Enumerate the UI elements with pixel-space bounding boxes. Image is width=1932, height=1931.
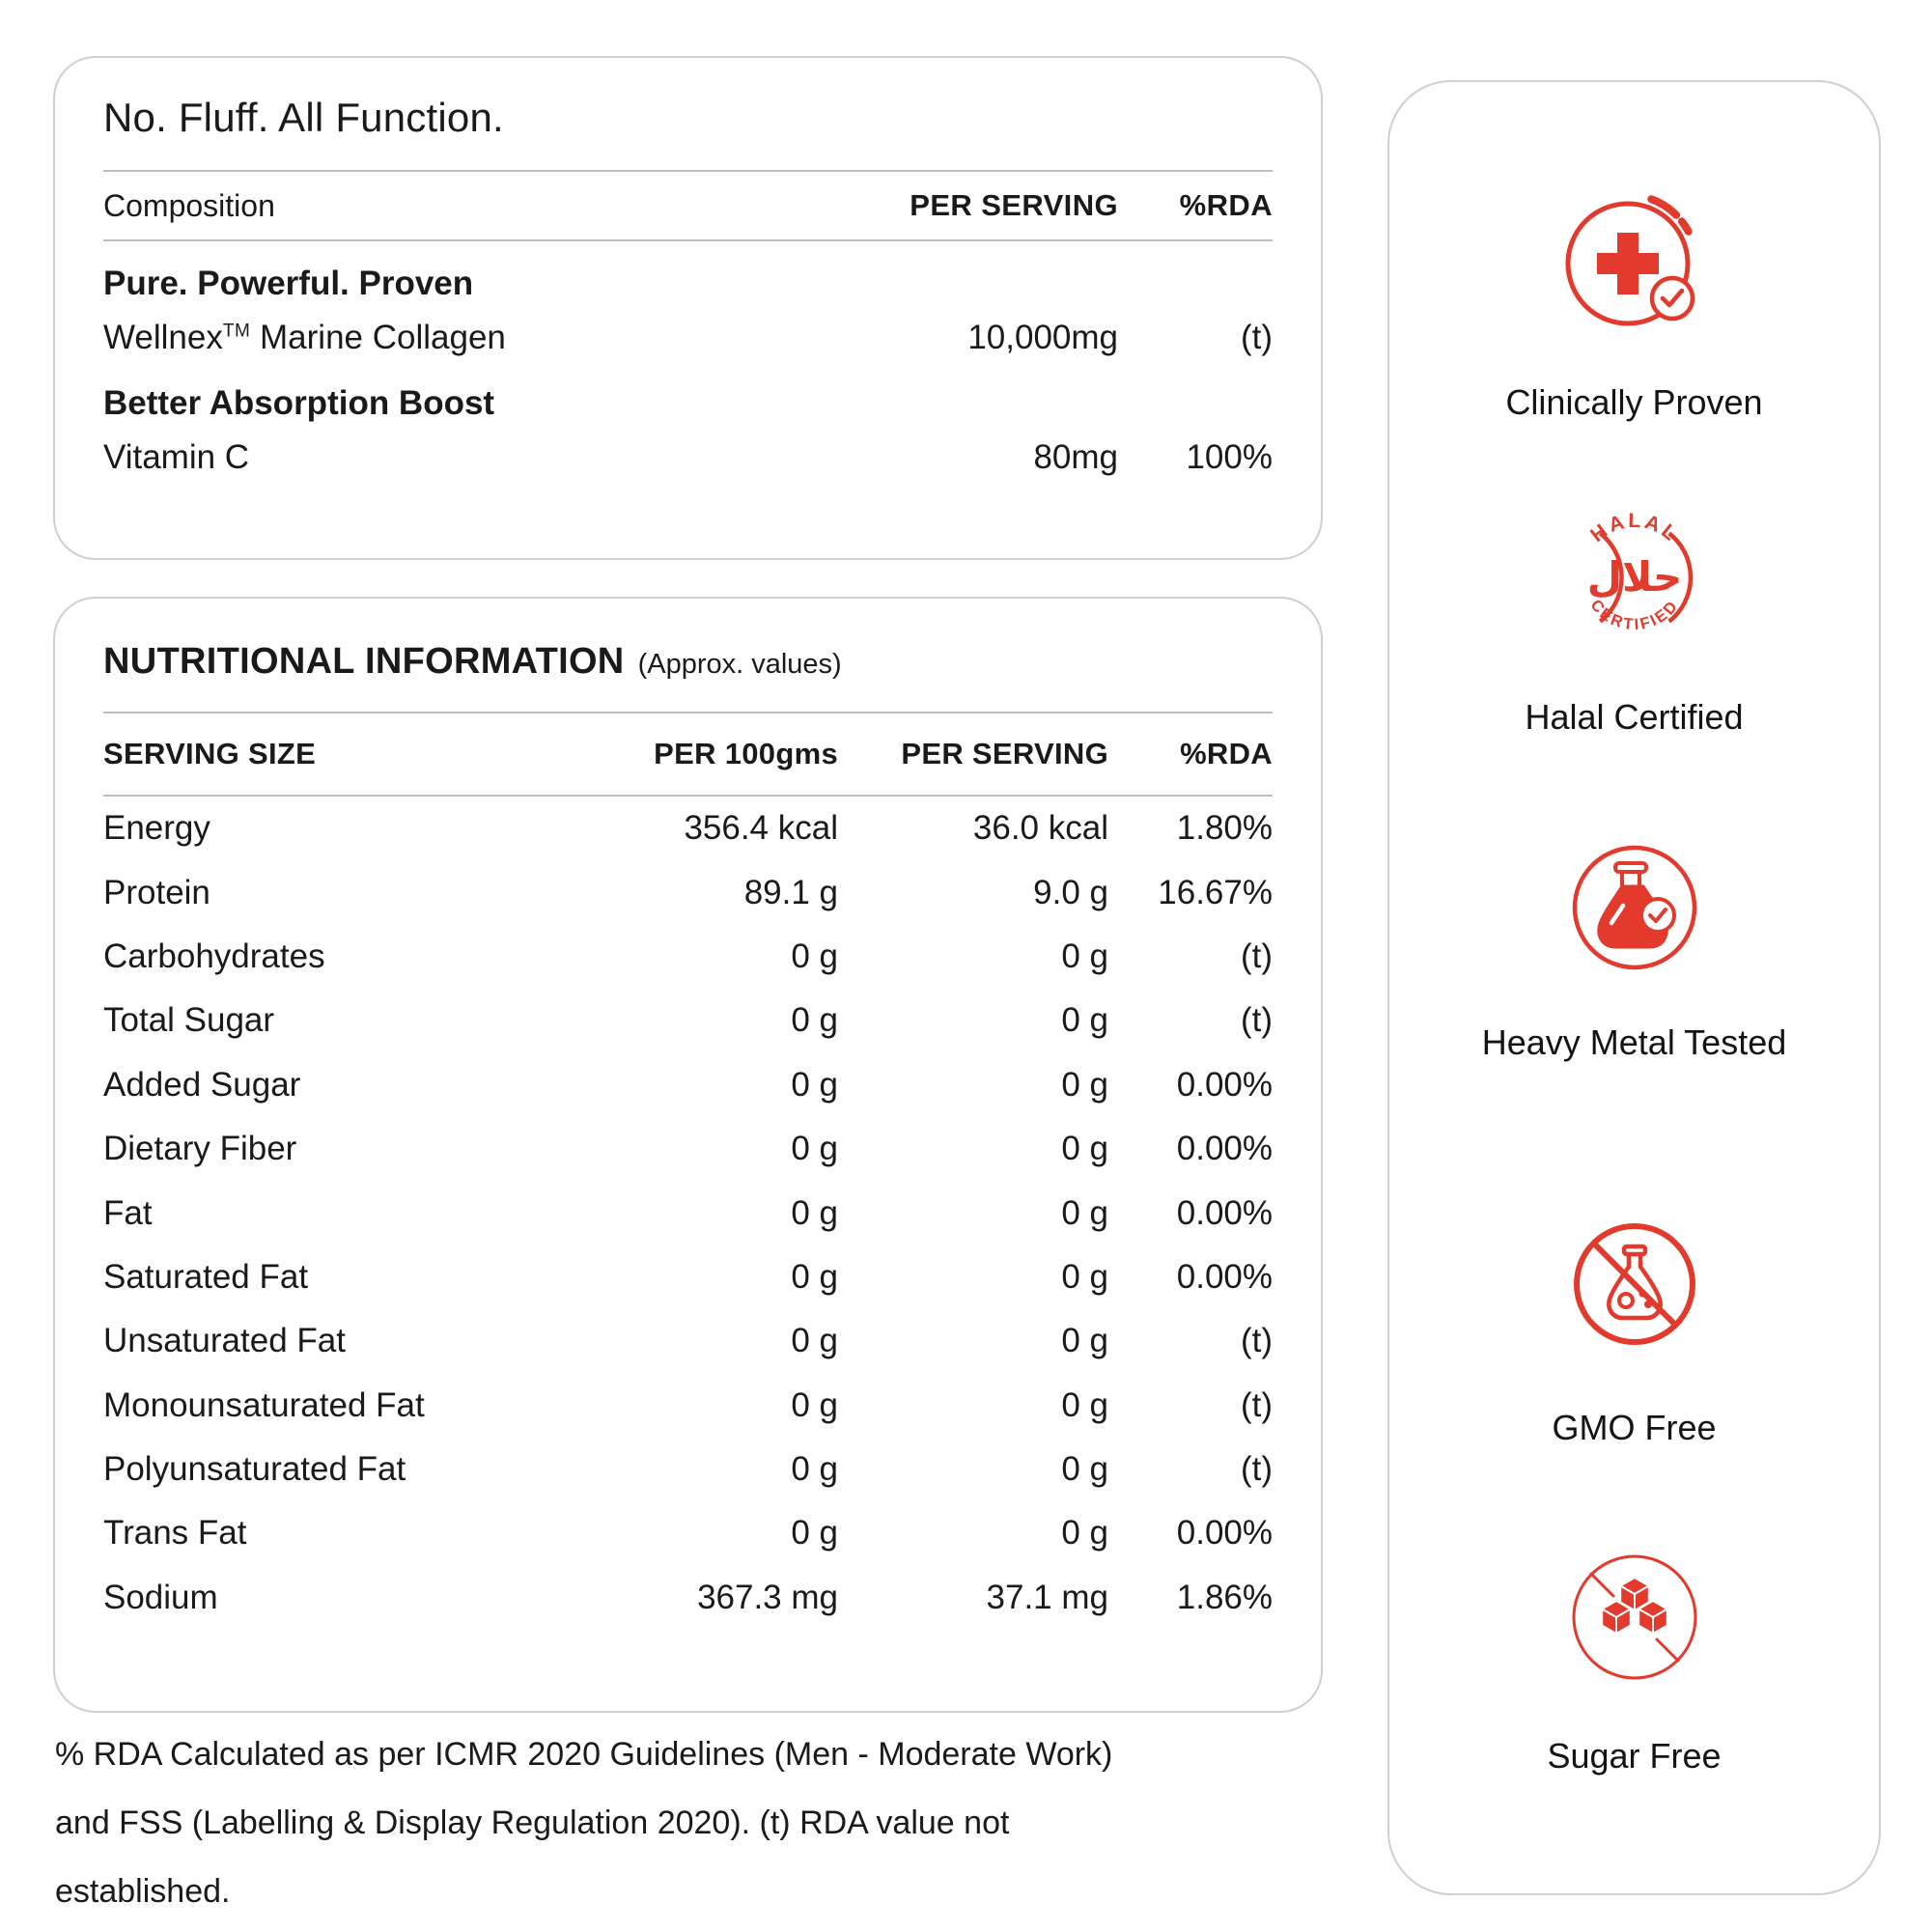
per-serving-value: 0 g bbox=[1061, 1130, 1108, 1168]
nutrition-row bbox=[103, 1374, 1273, 1438]
divider bbox=[103, 239, 1273, 241]
composition-row-marine-collagen bbox=[103, 309, 1273, 367]
badge-label: Clinically Proven bbox=[1505, 382, 1763, 422]
nutrition-card-subtitle: (Approx. values) bbox=[637, 649, 842, 680]
badge-heavy-metal-tested bbox=[1389, 830, 1879, 1064]
rda-col-header: %RDA bbox=[1180, 737, 1273, 770]
per-100g-value: 89.1 g bbox=[743, 873, 838, 911]
per-serving-value: 10,000mg bbox=[967, 319, 1118, 356]
composition-row-vitamin-c bbox=[103, 429, 1273, 487]
rda-value: 100% bbox=[1186, 438, 1273, 476]
rda-value: 16.67% bbox=[1158, 873, 1273, 911]
footnote-line: and FSS (Labelling & Display Regulation 2020). (t) RDA value not bbox=[55, 1805, 1010, 1841]
per-serving-value: 37.1 mg bbox=[986, 1578, 1108, 1616]
svg-text:HALAL bbox=[1586, 510, 1683, 546]
badge-label: Sugar Free bbox=[1547, 1736, 1722, 1776]
per-100g-value: 0 g bbox=[791, 1450, 838, 1489]
nutritional-information-card bbox=[53, 597, 1323, 1713]
per-100g-value: 0 g bbox=[791, 1385, 838, 1424]
footnote-line: % RDA Calculated as per ICMR 2020 Guidelines (Men - Moderate Work) bbox=[55, 1736, 1113, 1773]
badge-clinically-proven bbox=[1389, 179, 1879, 424]
nutrition-header-row bbox=[103, 714, 1273, 795]
rda-value: 0.00% bbox=[1176, 1193, 1273, 1232]
nutrient-name: Polyunsaturated Fat bbox=[103, 1450, 406, 1489]
group-heading-better-absorption-boost: Better Absorption Boost bbox=[103, 384, 495, 422]
per-serving-col-header: PER SERVING bbox=[901, 737, 1108, 770]
nutrition-row bbox=[103, 797, 1273, 860]
clinically-proven-icon bbox=[1553, 179, 1717, 343]
per-100g-value: 356.4 kcal bbox=[684, 809, 838, 848]
per-serving-value: 0 g bbox=[1061, 1193, 1108, 1232]
rda-value: (t) bbox=[1240, 1322, 1273, 1360]
nutrient-name: Sodium bbox=[103, 1578, 218, 1616]
nutrient-name: Dietary Fiber bbox=[103, 1130, 297, 1168]
per-serving-value: 0 g bbox=[1061, 1001, 1108, 1040]
per-100g-value: 0 g bbox=[791, 1001, 838, 1040]
nutrient-name: Added Sugar bbox=[103, 1065, 301, 1104]
rda-value: (t) bbox=[1240, 319, 1273, 356]
per-100g-value: 0 g bbox=[791, 1065, 838, 1104]
nutrient-name: Monounsaturated Fat bbox=[103, 1385, 425, 1424]
nutrition-row bbox=[103, 1566, 1273, 1630]
per-serving-value: 0 g bbox=[1061, 1385, 1108, 1424]
rda-col-header: %RDA bbox=[1179, 188, 1273, 222]
badge-sugar-free bbox=[1389, 1540, 1879, 1777]
halal-seal-bottom-text: CERTIFIED bbox=[1586, 596, 1682, 634]
sugar-free-icon bbox=[1557, 1540, 1712, 1694]
nutrition-row bbox=[103, 1309, 1273, 1373]
badge-label: Halal Certified bbox=[1525, 697, 1744, 737]
per-100g-value: 0 g bbox=[791, 1193, 838, 1232]
per-serving-value: 9.0 g bbox=[1033, 873, 1108, 911]
nutrition-row bbox=[103, 1181, 1273, 1245]
per-100g-col-header: PER 100gms bbox=[654, 737, 838, 770]
rda-value: (t) bbox=[1240, 1385, 1273, 1424]
nutrition-row bbox=[103, 989, 1273, 1052]
nutrition-row bbox=[103, 1501, 1273, 1565]
rda-value: 1.80% bbox=[1176, 809, 1273, 848]
nutrient-name: Protein bbox=[103, 873, 210, 911]
per-100g-value: 0 g bbox=[791, 1322, 838, 1360]
footnote-line: established. bbox=[55, 1873, 231, 1910]
nutrition-row bbox=[103, 860, 1273, 924]
halal-seal-arabic-text: حلال bbox=[1586, 553, 1682, 601]
nutrition-card-title: NUTRITIONAL INFORMATION bbox=[103, 641, 625, 682]
nutrient-name: Fat bbox=[103, 1193, 153, 1232]
gmo-free-icon bbox=[1562, 1212, 1707, 1357]
nutrient-name: Energy bbox=[103, 809, 210, 848]
rda-value: 0.00% bbox=[1176, 1257, 1273, 1296]
composition-col-header: Composition bbox=[103, 187, 275, 223]
heavy-metal-tested-icon bbox=[1557, 830, 1712, 985]
per-100g-value: 367.3 mg bbox=[697, 1578, 838, 1616]
nutrition-title-row bbox=[103, 641, 1273, 683]
badge-label: GMO Free bbox=[1552, 1408, 1717, 1447]
rda-value: (t) bbox=[1240, 1450, 1273, 1489]
nutrient-name: Saturated Fat bbox=[103, 1257, 309, 1296]
nutrient-name: Trans Fat bbox=[103, 1514, 247, 1553]
per-serving-value: 0 g bbox=[1061, 1065, 1108, 1104]
per-serving-value: 0 g bbox=[1061, 1514, 1108, 1553]
nutrient-name: Carbohydrates bbox=[103, 937, 325, 975]
per-serving-value: 0 g bbox=[1061, 1450, 1108, 1489]
per-100g-value: 0 g bbox=[791, 1514, 838, 1553]
per-serving-value: 0 g bbox=[1061, 1257, 1108, 1296]
nutrient-name: Total Sugar bbox=[103, 1001, 275, 1040]
certifications-sidebar-card bbox=[1387, 80, 1881, 1895]
per-serving-value: 0 g bbox=[1061, 1322, 1108, 1360]
nutrition-row bbox=[103, 1053, 1273, 1117]
serving-size-col-header: SERVING SIZE bbox=[103, 737, 317, 770]
composition-card bbox=[53, 56, 1323, 560]
ingredient-name: Vitamin C bbox=[103, 438, 250, 476]
per-100g-value: 0 g bbox=[791, 937, 838, 975]
nutrition-row bbox=[103, 1245, 1273, 1309]
badge-label: Heavy Metal Tested bbox=[1481, 1022, 1787, 1062]
nutrition-row bbox=[103, 1438, 1273, 1501]
per-100g-value: 0 g bbox=[791, 1257, 838, 1296]
rda-value: (t) bbox=[1240, 1001, 1273, 1040]
rda-value: (t) bbox=[1240, 937, 1273, 975]
rda-value: 0.00% bbox=[1176, 1514, 1273, 1553]
ingredient-name: Wellnex™ Marine Collagen bbox=[103, 319, 506, 356]
rda-value: 0.00% bbox=[1176, 1130, 1273, 1168]
group-heading-pure-powerful-proven: Pure. Powerful. Proven bbox=[103, 265, 474, 302]
nutrition-row bbox=[103, 1117, 1273, 1181]
halal-certified-icon bbox=[1562, 505, 1707, 650]
nutrition-row bbox=[103, 925, 1273, 989]
nutrient-name: Unsaturated Fat bbox=[103, 1322, 346, 1360]
rda-value: 1.86% bbox=[1176, 1578, 1273, 1616]
per-serving-value: 80mg bbox=[1033, 438, 1118, 476]
composition-card-title: No. Fluff. All Function. bbox=[103, 95, 504, 140]
badge-halal-certified bbox=[1389, 505, 1879, 739]
halal-seal-top-text: HALAL bbox=[1585, 509, 1683, 547]
composition-header-row bbox=[103, 172, 1273, 239]
per-serving-value: 36.0 kcal bbox=[972, 809, 1108, 848]
per-100g-value: 0 g bbox=[791, 1130, 838, 1168]
rda-value: 0.00% bbox=[1176, 1065, 1273, 1104]
badge-gmo-free bbox=[1389, 1212, 1879, 1449]
rda-footnote bbox=[55, 1721, 1354, 1926]
trademark-superscript: TM bbox=[222, 321, 251, 342]
svg-text:CERTIFIED bbox=[1586, 597, 1682, 634]
per-serving-col-header: PER SERVING bbox=[910, 188, 1118, 222]
per-serving-value: 0 g bbox=[1061, 937, 1108, 975]
